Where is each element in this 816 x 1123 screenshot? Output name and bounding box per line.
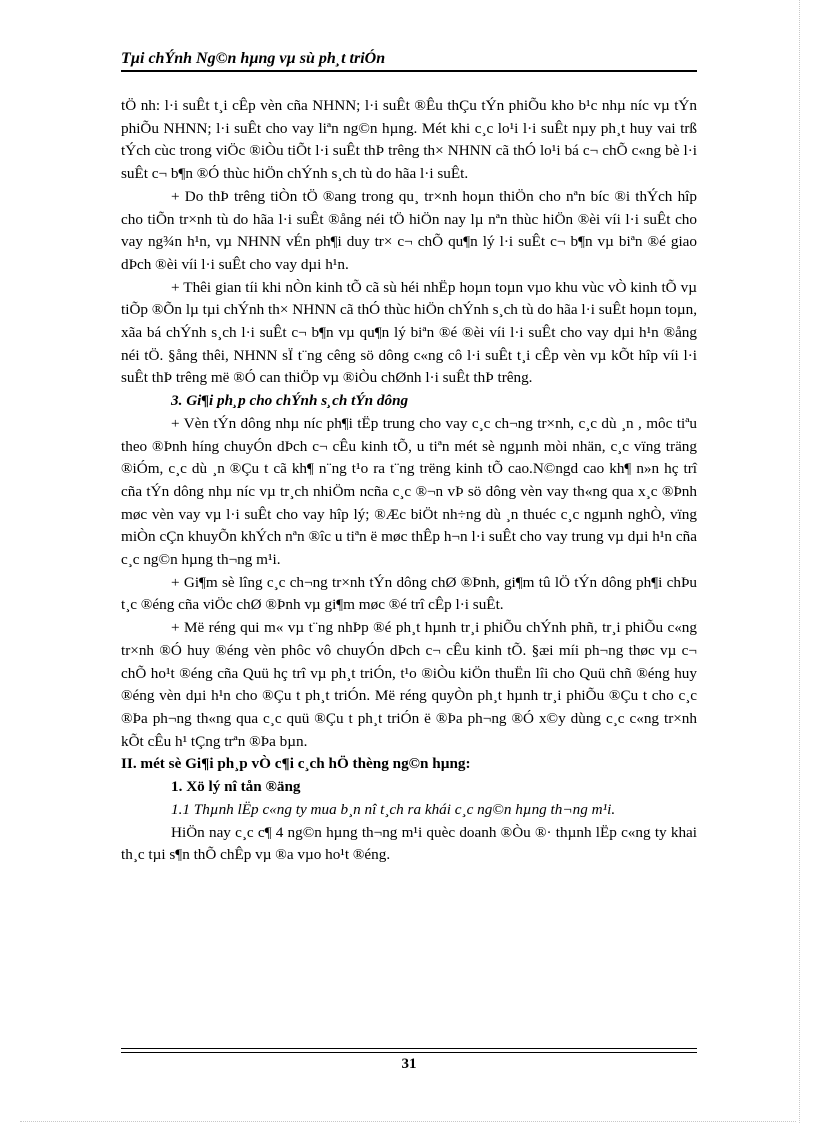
paragraph-government-bonds: + Më réng qui m« vµ t¨ng nhÞp ®é ph¸t hµnh tr¸i phiÕu chÝnh phñ, tr¸i phiÕu c«ng tr×nh ®Ó huy ®éng vèn phôc vô chuyÓn dÞch c¬ cÊu kinh tÕ. §æi míi ph¬ng thøc vµ c¬ chÕ ho¹t ®éng cña Quü hç trî vµ ph¸t triÓn, t¹o ®iÒu kiÖn thuËn lîi cho Quü chñ ®éng huy ®éng vèn dµi h¹n cho ®Çu t ph¸t triÓn. Më réng quyÒn ph¸t hµnh tr¸i phiÕu ®Çu t cho c¸c ®Þa ph¬ng th«ng qua c¸c quü ®Çu t ph¸t triÓn ë ®Þa ph¬ng ®Ó x©y dùng c¸c c«ng tr×nh kÕt cÊu h¹ tÇng trªn ®Þa bµn. [121, 619, 697, 750]
header-rule [121, 70, 697, 72]
subsubsection-heading-debt-company: 1.1 Thµnh lËp c«ng ty mua b¸n nî t¸ch ra khái c¸c ng©n hµng th¬ng m¹i. [171, 800, 616, 818]
subsection-heading-bad-debt: 1. Xö lý nî tån ®äng [171, 778, 301, 796]
section-heading-credit-policy: 3. Gi¶i ph¸p cho chÝnh s¸ch tÝn dông [171, 392, 409, 410]
running-header: Tµi chÝnh Ng©n hµng vµ sù ph¸t triÓn [121, 50, 386, 67]
paragraph-reduce-programs: + Gi¶m sè lîng c¸c ch¬ng tr×nh tÝn dông chØ ®Þnh, gi¶m tû lÖ tÝn dông ph¶i chÞu t¸c ®éng cña viÖc chØ ®Þnh vµ gi¶m møc ®é trî cÊp l·i suÊt. [121, 573, 697, 614]
paragraph-state-credit: + Vèn tÝn dông nhµ níc ph¶i tËp trung cho vay c¸c ch¬ng tr×nh, c¸c dù ¸n , môc tiªu theo ®Þnh híng chuyÓn dÞch c¬ cÊu kinh tÕ, u tiªn mét sè ngµnh mòi nhän, c¸c vïng träng ®iÓm, c¸c dù ¸n ®Çu t cã kh¶ n¨ng t¹o ra t¨ng trëng kinh tÕ cao.N©ngd cao kh¶ n»n hç trî cña tÝn dông nhµ níc vµ tr¸ch nhiÖm ncña c¸c ®¬n vÞ sö dông vèn vay th«ng qua x¸c ®Þnh møc vèn vay vµ l·i suÊt cho vay hîp lý; ®Æc biÖt nh÷ng dù ¸n thuéc c¸c ngµnh nghÒ, vïng miÒn cÇn khuyÕn khÝch nªn ®îc u tiªn ë møc thÊp h¬n l·i suÊt cho vay trung vµ dµi h¹n cña c¸c ng©n hµng th¬ng m¹i. [121, 414, 697, 569]
chapter-heading-banking-reform: II. mét sè Gi¶i ph¸p vÒ c¶i c¸ch hÖ thèng ng©n hµng: [121, 755, 471, 773]
bottom-page-edge [20, 1121, 796, 1122]
paragraph-future-integration: + Thêi gian tíi khi nÒn kinh tÕ cã sù héi nhËp hoµn toµn vµo khu vùc vÒ kinh tÕ vµ tiÕp ®Õn lµ tµi chÝnh th× NHNN cã thÓ thùc hiÖn chÝnh s¸ch tù do hãa l·i suÊt hoµn toµn, xãa bá chÝnh s¸ch l·i suÊt c¬ b¶n vµ qu¶n lý biªn ®é ®èi víi l·i suÊt cho vay dµi h¹n ®ång néi tÖ. §ång thêi, NHNN sÏ t¨ng cêng sö dông c«ng cô l·i suÊt t¸i cÊp vèn vµ kÕt hîp víi l·i suÊt thÞ trêng më ®Ó can thiÖp vµ ®iÒu chØnh l·i suÊt thÞ trêng. [121, 278, 697, 387]
page-number: 31 [401, 1056, 417, 1072]
footer-rule-bottom [121, 1052, 697, 1053]
paragraph-interest-rate-tools: tÖ nh: l·i suÊt t¸i cÊp vèn cña NHNN; l·i suÊt ®Êu thÇu tÝn phiÕu kho b¹c nhµ níc vµ tÝn phiÕu NHNN; l·i suÊt cho vay liªn ng©n hµng. Mét khi c¸c lo¹i l·i suÊt nµy ph¸t huy vai trß tÝch cùc trong viÖc ®iÒu tiÕt l·i suÊt thÞ trêng th× NHNN cã thÓ lo¹i bá c¬ chÕ c«ng bè l·i suÊt c¬ b¶n ®Ó thùc hiÖn chÝnh s¸ch tù do hãa l·i suÊt. [121, 97, 697, 183]
paragraph-current-status: HiÖn nay c¸c c¶ 4 ng©n hµng th¬ng m¹i quèc doanh ®Òu ®· thµnh lËp c«ng ty khai th¸c tµi s¶n thÕ chÊp vµ ®a vµo ho¹t ®éng. [121, 823, 697, 864]
right-page-edge [799, 0, 800, 1123]
paragraph-money-market: + Do thÞ trêng tiÒn tÖ ®ang trong qu¸ tr×nh hoµn thiÖn cho nªn bíc ®i thÝch hîp cho tiÕn tr×nh tù do hãa l·i suÊt ®ång néi tÖ hiÖn nay lµ nªn thùc hiÖn ®èi víi l·i suÊt cho vay ng¾n h¹n, vµ NHNN vÉn ph¶i duy tr× c¬ chÕ qu¶n lý l·i suÊt c¬ b¶n vµ biªn ®é giao dÞch ®èi víi l·i suÊt cho vay dµi h¹n. [121, 187, 697, 273]
body-text [121, 95, 697, 867]
footer-rule-top [121, 1048, 697, 1049]
